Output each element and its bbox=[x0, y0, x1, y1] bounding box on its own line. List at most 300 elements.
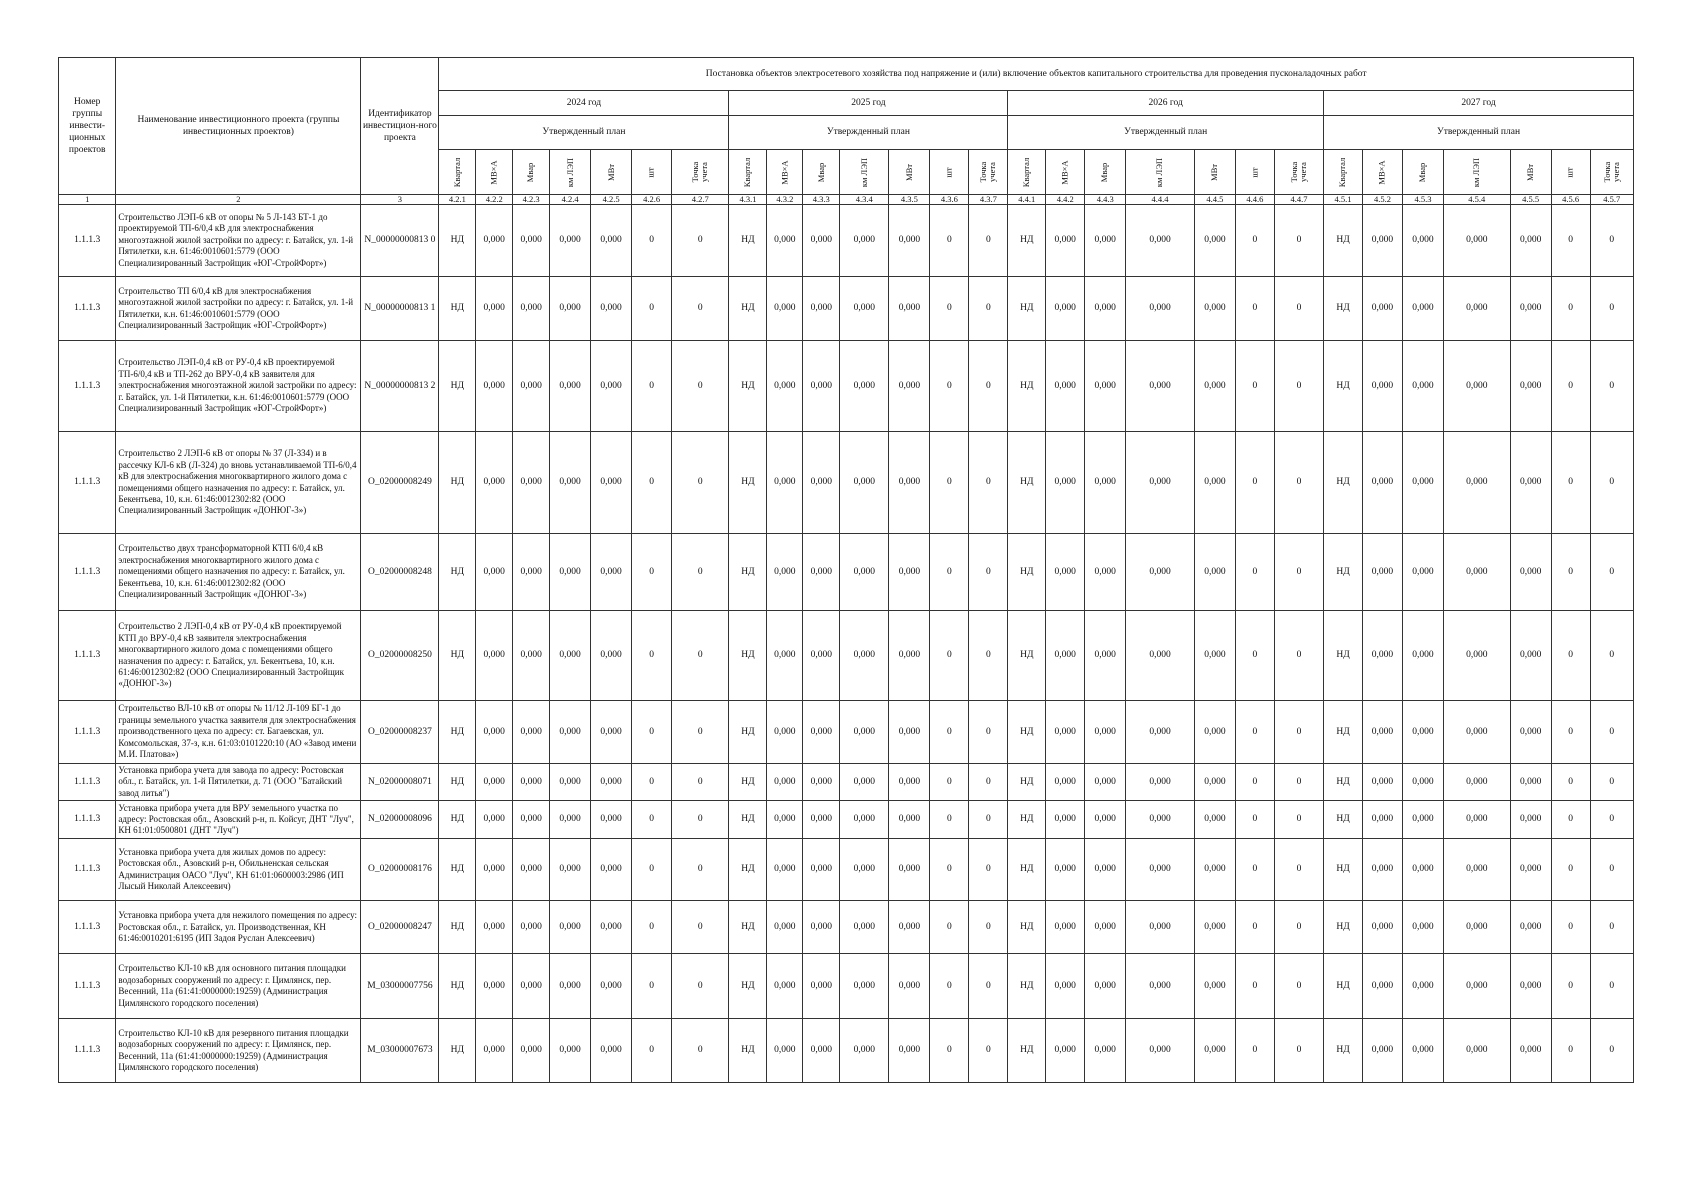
plan-header: Утвержденный план bbox=[1324, 116, 1634, 150]
value-cell: 0,000 bbox=[1510, 1019, 1551, 1083]
value-cell: 0,000 bbox=[513, 839, 550, 901]
value-cell: 0,000 bbox=[1363, 954, 1403, 1019]
project-name-cell: Строительство ЛЭП-6 кВ от опоры № 5 Л-143 БТ-1 до проектируемой ТП-6/0,4 кВ для электроснабжения многоэтажной жилой застройки по адресу: г. Батайск, ул. 1-й Пятилетки, к.н. 61:46:0010601:5779 (ООО Специализированный Застройщик «ЮГ-СтройФорт») bbox=[116, 205, 361, 277]
value-cell: НД bbox=[1008, 341, 1046, 432]
value-cell: 0 bbox=[1590, 205, 1633, 277]
value-cell: 0 bbox=[1235, 277, 1274, 341]
value-cell: НД bbox=[729, 341, 767, 432]
value-cell: 0 bbox=[1590, 901, 1633, 954]
identifier-cell: N_02000008071 bbox=[361, 764, 439, 801]
value-cell: 0 bbox=[1274, 611, 1323, 701]
value-cell: 0,000 bbox=[889, 205, 930, 277]
value-cell: 0 bbox=[672, 277, 729, 341]
value-cell: 0,000 bbox=[1194, 341, 1235, 432]
value-cell: 0 bbox=[969, 1019, 1008, 1083]
value-cell: 0 bbox=[632, 839, 672, 901]
value-cell: 0 bbox=[1235, 954, 1274, 1019]
value-cell: 0 bbox=[969, 432, 1008, 534]
value-cell: 0,000 bbox=[803, 432, 840, 534]
value-cell: 0 bbox=[930, 432, 969, 534]
identifier-cell: N_02000008096 bbox=[361, 801, 439, 839]
value-cell: 0 bbox=[1274, 534, 1323, 611]
column-number: 1 bbox=[59, 195, 116, 205]
unit-header bbox=[550, 150, 591, 195]
value-cell: 0,000 bbox=[803, 277, 840, 341]
column-number: 3 bbox=[361, 195, 439, 205]
unit-label: Мвар bbox=[815, 162, 826, 182]
project-name-cell: Строительство КЛ-10 кВ для основного питания площадки водозаборных сооружений по адресу: г. Цимлянск, пер. Весенний, 11а (61:41:0000000:19259) (Администрация Цимлянского городского поселения) bbox=[116, 954, 361, 1019]
value-cell: 0,000 bbox=[1510, 341, 1551, 432]
value-cell: 0,000 bbox=[840, 1019, 889, 1083]
value-cell: НД bbox=[1008, 764, 1046, 801]
value-cell: 0,000 bbox=[591, 764, 632, 801]
value-cell: 0,000 bbox=[1510, 611, 1551, 701]
value-cell: 0,000 bbox=[1363, 839, 1403, 901]
value-cell: НД bbox=[729, 839, 767, 901]
year-header: 2026 год bbox=[1008, 91, 1324, 116]
value-cell: 0,000 bbox=[1443, 764, 1510, 801]
unit-label: км ЛЭП bbox=[564, 157, 575, 187]
value-cell: 0,000 bbox=[1085, 341, 1126, 432]
unit-label: Мвар bbox=[525, 162, 536, 182]
value-cell: НД bbox=[439, 205, 476, 277]
column-number: 4.5.1 bbox=[1324, 195, 1363, 205]
identifier-cell: O_02000008247 bbox=[361, 901, 439, 954]
value-cell: 0,000 bbox=[767, 764, 803, 801]
value-cell: 0,000 bbox=[1046, 901, 1085, 954]
column-number: 4.5.5 bbox=[1510, 195, 1551, 205]
value-cell: 0,000 bbox=[1363, 1019, 1403, 1083]
value-cell: 0,000 bbox=[476, 901, 513, 954]
plan-header: Утвержденный план bbox=[729, 116, 1008, 150]
value-cell: 0,000 bbox=[803, 839, 840, 901]
column-number: 4.2.4 bbox=[550, 195, 591, 205]
value-cell: 0 bbox=[930, 534, 969, 611]
value-cell: 0,000 bbox=[1510, 839, 1551, 901]
value-cell: 0 bbox=[969, 801, 1008, 839]
value-cell: 0,000 bbox=[513, 901, 550, 954]
value-cell: 0,000 bbox=[513, 701, 550, 764]
value-cell: 0 bbox=[1274, 701, 1323, 764]
value-cell: 0,000 bbox=[1046, 1019, 1085, 1083]
year-header: 2024 год bbox=[439, 91, 729, 116]
unit-header bbox=[1443, 150, 1510, 195]
group-number-cell: 1.1.1.3 bbox=[59, 839, 116, 901]
value-cell: 0,000 bbox=[1402, 432, 1443, 534]
value-cell: 0,000 bbox=[1046, 701, 1085, 764]
value-cell: НД bbox=[1324, 801, 1363, 839]
value-cell: 0,000 bbox=[767, 611, 803, 701]
value-cell: 0,000 bbox=[840, 839, 889, 901]
identifier-cell: O_02000008237 bbox=[361, 701, 439, 764]
value-cell: 0,000 bbox=[1126, 801, 1195, 839]
value-cell: 0,000 bbox=[550, 764, 591, 801]
unit-header bbox=[1085, 150, 1126, 195]
value-cell: 0,000 bbox=[889, 701, 930, 764]
value-cell: 0,000 bbox=[591, 901, 632, 954]
value-cell: 0 bbox=[672, 1019, 729, 1083]
value-cell: 0 bbox=[1551, 901, 1590, 954]
value-cell: 0,000 bbox=[1363, 432, 1403, 534]
value-cell: 0,000 bbox=[1510, 764, 1551, 801]
value-cell: 0 bbox=[969, 611, 1008, 701]
value-cell: 0 bbox=[632, 205, 672, 277]
value-cell: 0,000 bbox=[1046, 954, 1085, 1019]
value-cell: 0,000 bbox=[476, 611, 513, 701]
value-cell: 0 bbox=[1235, 801, 1274, 839]
value-cell: 0,000 bbox=[591, 1019, 632, 1083]
unit-label: км ЛЭП bbox=[858, 157, 869, 187]
value-cell: 0 bbox=[632, 701, 672, 764]
value-cell: НД bbox=[439, 901, 476, 954]
value-cell: 0 bbox=[1590, 801, 1633, 839]
unit-label: МВт bbox=[1525, 163, 1536, 181]
value-cell: НД bbox=[1324, 611, 1363, 701]
value-cell: 0,000 bbox=[1402, 277, 1443, 341]
unit-header bbox=[513, 150, 550, 195]
value-cell: 0 bbox=[632, 534, 672, 611]
unit-header bbox=[672, 150, 729, 195]
value-cell: 0 bbox=[1235, 432, 1274, 534]
value-cell: 0,000 bbox=[1085, 432, 1126, 534]
value-cell: НД bbox=[1008, 205, 1046, 277]
value-cell: 0 bbox=[1551, 1019, 1590, 1083]
column-number: 4.3.6 bbox=[930, 195, 969, 205]
value-cell: НД bbox=[439, 534, 476, 611]
value-cell: 0 bbox=[1274, 277, 1323, 341]
value-cell: НД bbox=[729, 277, 767, 341]
value-cell: 0,000 bbox=[1510, 901, 1551, 954]
unit-label: шт bbox=[1565, 166, 1576, 178]
column-number: 2 bbox=[116, 195, 361, 205]
value-cell: НД bbox=[1324, 205, 1363, 277]
value-cell: 0,000 bbox=[513, 277, 550, 341]
value-cell: 0,000 bbox=[550, 701, 591, 764]
value-cell: 0,000 bbox=[1363, 701, 1403, 764]
value-cell: 0,000 bbox=[550, 432, 591, 534]
value-cell: НД bbox=[729, 954, 767, 1019]
identifier-cell: O_02000008176 bbox=[361, 839, 439, 901]
unit-header bbox=[439, 150, 476, 195]
value-cell: 0 bbox=[1235, 764, 1274, 801]
value-cell: 0 bbox=[632, 611, 672, 701]
unit-label: Мвар bbox=[1417, 162, 1428, 182]
value-cell: 0 bbox=[1551, 801, 1590, 839]
unit-label: Мвар bbox=[1099, 162, 1110, 182]
value-cell: 0 bbox=[1551, 764, 1590, 801]
value-cell: 0 bbox=[672, 205, 729, 277]
value-cell: 0,000 bbox=[476, 954, 513, 1019]
unit-header bbox=[476, 150, 513, 195]
value-cell: 0,000 bbox=[1443, 1019, 1510, 1083]
value-cell: 0,000 bbox=[1402, 801, 1443, 839]
value-cell: 0,000 bbox=[803, 764, 840, 801]
value-cell: 0,000 bbox=[1046, 534, 1085, 611]
unit-label: Квартал bbox=[742, 157, 753, 187]
value-cell: 0 bbox=[1590, 432, 1633, 534]
value-cell: 0,000 bbox=[513, 534, 550, 611]
value-cell: 0,000 bbox=[840, 801, 889, 839]
value-cell: 0 bbox=[1551, 277, 1590, 341]
group-number-cell: 1.1.1.3 bbox=[59, 205, 116, 277]
value-cell: НД bbox=[439, 764, 476, 801]
value-cell: 0,000 bbox=[591, 801, 632, 839]
value-cell: 0,000 bbox=[1363, 341, 1403, 432]
value-cell: 0,000 bbox=[591, 534, 632, 611]
table-row bbox=[59, 839, 1634, 901]
unit-header bbox=[1235, 150, 1274, 195]
unit-label: шт bbox=[646, 166, 657, 178]
value-cell: 0,000 bbox=[1126, 611, 1195, 701]
value-cell: 0,000 bbox=[1194, 1019, 1235, 1083]
table-row bbox=[59, 701, 1634, 764]
unit-header bbox=[803, 150, 840, 195]
value-cell: 0,000 bbox=[803, 801, 840, 839]
value-cell: 0 bbox=[1551, 432, 1590, 534]
group-number-cell: 1.1.1.3 bbox=[59, 701, 116, 764]
value-cell: 0 bbox=[1235, 341, 1274, 432]
value-cell: 0,000 bbox=[476, 341, 513, 432]
group-number-cell: 1.1.1.3 bbox=[59, 954, 116, 1019]
table-row bbox=[59, 954, 1634, 1019]
group-number-cell: 1.1.1.3 bbox=[59, 1019, 116, 1083]
value-cell: НД bbox=[1324, 839, 1363, 901]
value-cell: 0,000 bbox=[889, 901, 930, 954]
value-cell: 0 bbox=[1590, 611, 1633, 701]
plan-header: Утвержденный план bbox=[1008, 116, 1324, 150]
value-cell: 0,000 bbox=[1443, 277, 1510, 341]
unit-header bbox=[1126, 150, 1195, 195]
unit-header bbox=[840, 150, 889, 195]
group-number-header: Номер группы инвести-ционных проектов bbox=[59, 58, 116, 195]
value-cell: НД bbox=[729, 611, 767, 701]
value-cell: 0 bbox=[1274, 341, 1323, 432]
value-cell: 0,000 bbox=[1046, 277, 1085, 341]
value-cell: НД bbox=[1008, 534, 1046, 611]
value-cell: 0 bbox=[1274, 432, 1323, 534]
value-cell: 0,000 bbox=[1046, 839, 1085, 901]
value-cell: НД bbox=[1008, 954, 1046, 1019]
value-cell: 0 bbox=[930, 801, 969, 839]
project-name-cell: Строительство ВЛ-10 кВ от опоры № 11/12 Л-109 БГ-1 до границы земельного участка заявителя для электроснабжения производственного цеха по адресу: ст. Багаевская, ул. Комсомольская, 37-з, к.н. 61:03:0101220:10 (АО «Завод имени М.И. Платова») bbox=[116, 701, 361, 764]
group-number-cell: 1.1.1.3 bbox=[59, 764, 116, 801]
value-cell: 0,000 bbox=[550, 901, 591, 954]
value-cell: НД bbox=[439, 701, 476, 764]
value-cell: 0 bbox=[1235, 611, 1274, 701]
value-cell: 0,000 bbox=[1443, 901, 1510, 954]
value-cell: 0,000 bbox=[550, 611, 591, 701]
table-row bbox=[59, 341, 1634, 432]
value-cell: 0,000 bbox=[1046, 764, 1085, 801]
value-cell: 0 bbox=[632, 341, 672, 432]
unit-label: Квартал bbox=[1021, 157, 1032, 187]
value-cell: 0,000 bbox=[1443, 534, 1510, 611]
value-cell: 0,000 bbox=[1402, 764, 1443, 801]
value-cell: 0,000 bbox=[1510, 277, 1551, 341]
value-cell: 0,000 bbox=[513, 611, 550, 701]
value-cell: НД bbox=[439, 954, 476, 1019]
column-number: 4.4.5 bbox=[1194, 195, 1235, 205]
unit-label: МВ×А bbox=[1059, 159, 1070, 185]
value-cell: 0,000 bbox=[889, 954, 930, 1019]
group-number-cell: 1.1.1.3 bbox=[59, 901, 116, 954]
value-cell: 0 bbox=[632, 801, 672, 839]
value-cell: 0 bbox=[672, 764, 729, 801]
table-row bbox=[59, 611, 1634, 701]
column-number: 4.3.1 bbox=[729, 195, 767, 205]
value-cell: 0,000 bbox=[1194, 432, 1235, 534]
value-cell: 0,000 bbox=[591, 954, 632, 1019]
value-cell: 0,000 bbox=[1085, 901, 1126, 954]
value-cell: 0 bbox=[1235, 839, 1274, 901]
value-cell: НД bbox=[1008, 1019, 1046, 1083]
value-cell: НД bbox=[1008, 701, 1046, 764]
value-cell: 0,000 bbox=[1126, 534, 1195, 611]
value-cell: 0,000 bbox=[476, 1019, 513, 1083]
value-cell: 0 bbox=[632, 954, 672, 1019]
value-cell: НД bbox=[1008, 277, 1046, 341]
value-cell: НД bbox=[1324, 764, 1363, 801]
table-row bbox=[59, 1019, 1634, 1083]
value-cell: 0,000 bbox=[840, 205, 889, 277]
value-cell: 0 bbox=[672, 839, 729, 901]
value-cell: 0 bbox=[1274, 801, 1323, 839]
value-cell: 0,000 bbox=[550, 534, 591, 611]
value-cell: НД bbox=[729, 701, 767, 764]
value-cell: НД bbox=[729, 534, 767, 611]
unit-header bbox=[1510, 150, 1551, 195]
table-row bbox=[59, 901, 1634, 954]
value-cell: 0,000 bbox=[476, 277, 513, 341]
value-cell: 0,000 bbox=[1046, 341, 1085, 432]
identifier-cell: M_03000007756 bbox=[361, 954, 439, 1019]
value-cell: 0,000 bbox=[1443, 839, 1510, 901]
value-cell: НД bbox=[1324, 534, 1363, 611]
value-cell: 0 bbox=[672, 611, 729, 701]
column-number: 4.4.1 bbox=[1008, 195, 1046, 205]
value-cell: 0 bbox=[969, 341, 1008, 432]
value-cell: НД bbox=[1008, 901, 1046, 954]
value-cell: 0,000 bbox=[1126, 205, 1195, 277]
value-cell: 0,000 bbox=[889, 1019, 930, 1083]
column-number: 4.5.6 bbox=[1551, 195, 1590, 205]
value-cell: 0,000 bbox=[1126, 901, 1195, 954]
table-row bbox=[59, 801, 1634, 839]
value-cell: 0,000 bbox=[889, 764, 930, 801]
value-cell: 0,000 bbox=[1126, 277, 1195, 341]
value-cell: НД bbox=[1324, 277, 1363, 341]
group-number-cell: 1.1.1.3 bbox=[59, 341, 116, 432]
group-number-cell: 1.1.1.3 bbox=[59, 611, 116, 701]
value-cell: 0 bbox=[969, 839, 1008, 901]
value-cell: 0,000 bbox=[1126, 701, 1195, 764]
value-cell: 0,000 bbox=[840, 534, 889, 611]
value-cell: 0,000 bbox=[1510, 701, 1551, 764]
unit-header bbox=[1274, 150, 1323, 195]
value-cell: 0 bbox=[1274, 954, 1323, 1019]
project-name-cell: Строительство ТП 6/0,4 кВ для электроснабжения многоэтажной жилой застройки по адресу: г. Батайск, ул. 1-й Пятилетки, к.н. 61:46:0010601:5779 (ООО Специализированный Застройщик «ЮГ-СтройФорт») bbox=[116, 277, 361, 341]
value-cell: 0,000 bbox=[1085, 611, 1126, 701]
value-cell: НД bbox=[1008, 432, 1046, 534]
unit-header bbox=[729, 150, 767, 195]
unit-header bbox=[767, 150, 803, 195]
value-cell: 0,000 bbox=[513, 205, 550, 277]
value-cell: НД bbox=[439, 432, 476, 534]
value-cell: 0,000 bbox=[513, 764, 550, 801]
unit-header bbox=[1194, 150, 1235, 195]
value-cell: 0,000 bbox=[591, 432, 632, 534]
unit-label: Точка учета bbox=[690, 161, 710, 182]
value-cell: 0 bbox=[969, 277, 1008, 341]
table-row bbox=[59, 432, 1634, 534]
value-cell: 0 bbox=[1590, 839, 1633, 901]
value-cell: 0,000 bbox=[550, 277, 591, 341]
value-cell: 0 bbox=[672, 341, 729, 432]
value-cell: 0,000 bbox=[767, 701, 803, 764]
column-number: 4.4.2 bbox=[1046, 195, 1085, 205]
value-cell: 0,000 bbox=[889, 277, 930, 341]
unit-label: км ЛЭП bbox=[1154, 157, 1165, 187]
value-cell: 0 bbox=[1551, 839, 1590, 901]
value-cell: 0,000 bbox=[1363, 801, 1403, 839]
value-cell: 0,000 bbox=[1085, 839, 1126, 901]
value-cell: 0,000 bbox=[803, 901, 840, 954]
value-cell: 0,000 bbox=[1402, 341, 1443, 432]
unit-header bbox=[591, 150, 632, 195]
column-number: 4.3.7 bbox=[969, 195, 1008, 205]
column-number: 4.2.1 bbox=[439, 195, 476, 205]
value-cell: 0,000 bbox=[1126, 432, 1195, 534]
value-cell: 0,000 bbox=[1402, 611, 1443, 701]
year-header: 2025 год bbox=[729, 91, 1008, 116]
value-cell: 0,000 bbox=[550, 1019, 591, 1083]
value-cell: 0,000 bbox=[889, 341, 930, 432]
unit-header bbox=[889, 150, 930, 195]
year-header: 2027 год bbox=[1324, 91, 1634, 116]
value-cell: 0 bbox=[672, 701, 729, 764]
value-cell: 0,000 bbox=[1085, 954, 1126, 1019]
value-cell: 0,000 bbox=[1046, 205, 1085, 277]
column-number: 4.2.2 bbox=[476, 195, 513, 205]
value-cell: 0 bbox=[1235, 534, 1274, 611]
value-cell: 0 bbox=[930, 1019, 969, 1083]
value-cell: 0,000 bbox=[476, 205, 513, 277]
value-cell: 0,000 bbox=[1510, 534, 1551, 611]
table-row bbox=[59, 205, 1634, 277]
value-cell: 0 bbox=[632, 764, 672, 801]
value-cell: НД bbox=[1324, 341, 1363, 432]
value-cell: 0 bbox=[1590, 954, 1633, 1019]
value-cell: 0,000 bbox=[767, 534, 803, 611]
unit-header bbox=[1551, 150, 1590, 195]
project-name-cell: Строительство двух трансформаторной КТП 6/0,4 кВ электроснабжения многоквартирного жилого дома с помещениями общего назначения по адресу: г. Батайск, ул. Бекентьева, 10, к.н. 61:46:0012302:82 (ООО Специализированный Застройщик «ДОНЮГ-3») bbox=[116, 534, 361, 611]
value-cell: 0,000 bbox=[513, 341, 550, 432]
unit-header bbox=[930, 150, 969, 195]
value-cell: 0,000 bbox=[1194, 701, 1235, 764]
value-cell: 0,000 bbox=[476, 801, 513, 839]
value-cell: 0,000 bbox=[1510, 432, 1551, 534]
value-cell: 0,000 bbox=[591, 839, 632, 901]
value-cell: 0 bbox=[1274, 901, 1323, 954]
value-cell: 0,000 bbox=[1402, 839, 1443, 901]
value-cell: 0,000 bbox=[1363, 901, 1403, 954]
unit-label: Точка учета bbox=[978, 161, 998, 182]
identifier-cell: O_02000008248 bbox=[361, 534, 439, 611]
value-cell: 0,000 bbox=[1510, 954, 1551, 1019]
value-cell: 0,000 bbox=[1126, 954, 1195, 1019]
value-cell: НД bbox=[1008, 801, 1046, 839]
value-cell: 0,000 bbox=[513, 801, 550, 839]
